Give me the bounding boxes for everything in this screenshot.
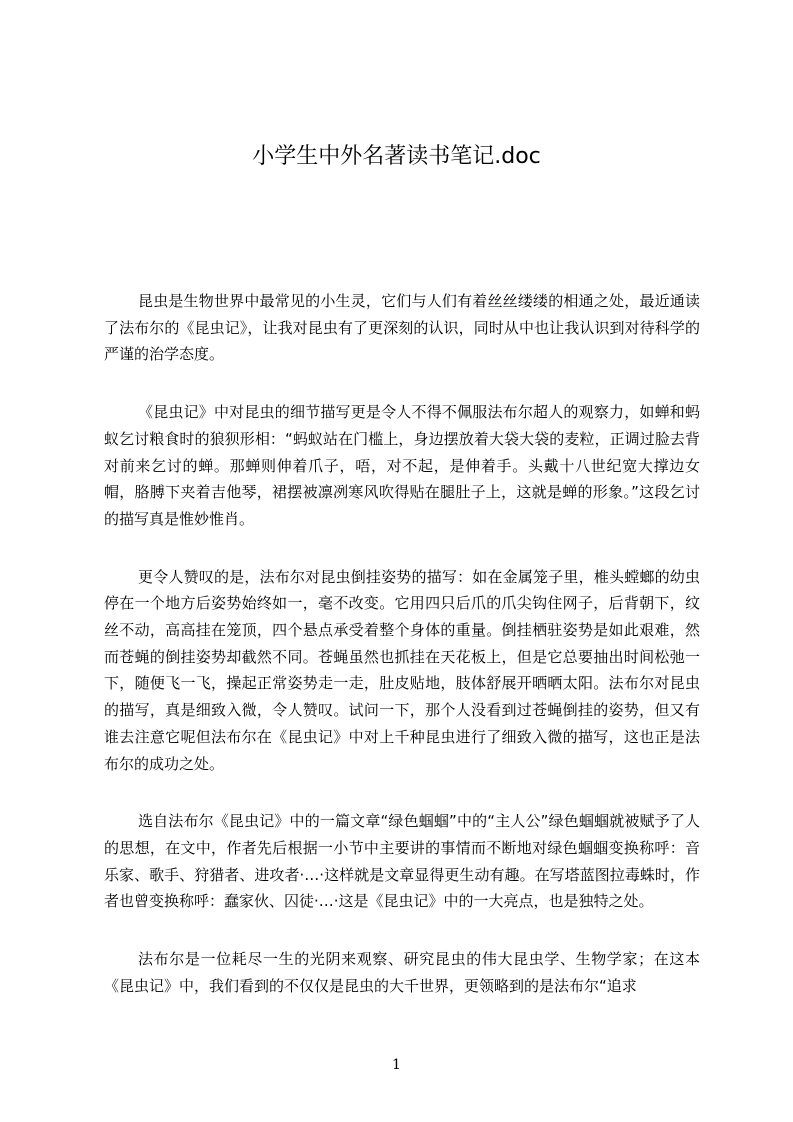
paragraph-4: 选自法布尔《昆虫记》中的一篇文章“绿色蝈蝈”中的“主人公”绿色蝈蝈就被赋予了人的思想，在文中，作者先后根据一小节中主要讲的事情而不断地对绿色蝈蝈变换称呼：音乐家、歌手、狩猎者、进攻者·…·这样就是文章显得更生动有趣。在写塔蓝图拉毒蛛时，作者也曾变换称呼：蠢家伙、囚徒·…·这是《昆虫记》中的一大亮点，也是独特之处。	[104, 812, 700, 911]
paragraph-2: 《昆虫记》中对昆虫的细节描写更是令人不得不佩服法布尔超人的观察力，如蝉和蚂蚁乞讨粮食时的狼狈形相：“蚂蚁站在门槛上，身边摆放着大袋大袋的麦粒，正调过脸去背对前来乞讨的蝉。那蝉则伸着爪子，唔，对不起，是伸着手。头戴十八世纪宽大撑边女帽，胳膊下夹着吉他琴，裙摆被凛冽寒风吹得贴在腿肚子上，这就是蝉的形象。”这段乞讨的描写真是惟妙惟肖。	[104, 403, 700, 528]
paragraph-5: 法布尔是一位耗尽一生的光阴来观察、研究昆虫的伟大昆虫学、生物学家；在这本《昆虫记》中，我们看到的不仅仅是昆虫的大千世界，更领略到的是法布尔“追求	[104, 950, 700, 995]
paragraph-1: 昆虫是生物世界中最常见的小生灵，它们与人们有着丝丝缕缕的相通之处，最近通读了法布尔的《昆虫记》，让我对昆虫有了更深刻的认识，同时从中也让我认识到对待科学的严谨的治学态度。	[104, 292, 700, 364]
document-body	[104, 288, 700, 1030]
page-number: 1	[392, 1057, 401, 1073]
paragraph-3: 更令人赞叹的是，法布尔对昆虫倒挂姿势的描写：如在金属笼子里，椎头螳螂的幼虫停在一个地方后姿势始终如一，毫不改变。它用四只后爪的爪尖钩住网子，后背朝下，纹丝不动，高高挂在笼顶，四个悬点承受着整个身体的重量。倒挂栖驻姿势是如此艰难，然而苍蝇的倒挂姿势却截然不同。苍蝇虽然也抓挂在天花板上，但是它总要抽出时间松弛一下，随便飞一飞，操起正常姿势走一走，肚皮贴地，肢体舒展开晒晒太阳。法布尔对昆虫的描写，真是细致入微，令人赞叹。试问一下，那个人没看到过苍蝇倒挂的姿势，但又有谁去注意它呢但法布尔在《昆虫记》中对上千种昆虫进行了细致入微的描写，这也正是法布尔的成功之处。	[104, 567, 700, 773]
document-title: 小学生中外名著读书笔记.doc	[252, 144, 541, 169]
